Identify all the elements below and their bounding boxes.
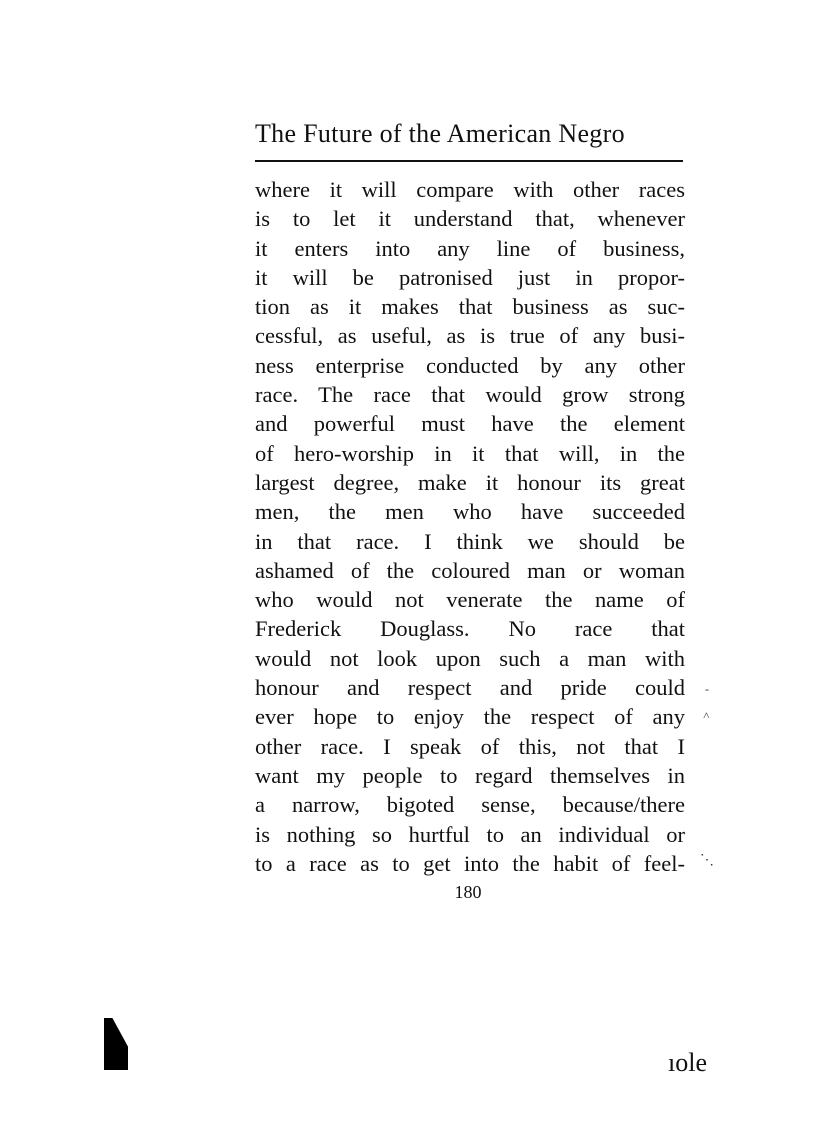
text-line: of hero-worship in it that will, in the bbox=[255, 440, 685, 466]
text-line: and powerful must have the element bbox=[255, 411, 685, 437]
text-line: ever hope to enjoy the respect of any bbox=[255, 704, 685, 730]
text-line: who would not venerate the name of bbox=[255, 587, 685, 613]
text-line: is nothing so hurtful to an individual or bbox=[255, 821, 685, 847]
margin-mark: ˄ bbox=[703, 708, 710, 722]
header-rule bbox=[255, 160, 683, 162]
margin-mark: ⋱ bbox=[700, 853, 714, 868]
text-line: cessful, as useful, as is true of any busi- bbox=[255, 323, 685, 349]
text-line: a narrow, bigoted sense, because/there bbox=[255, 792, 685, 818]
text-line: would not look upon such a man with bbox=[255, 645, 685, 671]
bleed-through-text: ıole bbox=[668, 1048, 707, 1077]
margin-mark: - bbox=[705, 682, 709, 696]
text-line: to a race as to get into the habit of feel- bbox=[255, 850, 685, 876]
text-line: where it will compare with other races bbox=[255, 177, 685, 202]
body-text-block bbox=[255, 175, 685, 878]
text-line: other race. I speak of this, not that I bbox=[255, 733, 685, 759]
running-header-title: The Future of the American Negro bbox=[255, 119, 625, 148]
text-line: is to let it understand that, whenever bbox=[255, 206, 685, 232]
text-line: want my people to regard themselves in bbox=[255, 762, 685, 788]
text-line: ashamed of the coloured man or woman bbox=[255, 557, 685, 583]
text-line: it will be patronised just in propor- bbox=[255, 264, 685, 290]
text-line: Frederick Douglass. No race that bbox=[255, 616, 685, 642]
page-number: 180 bbox=[454, 882, 482, 902]
text-line: men, the men who have succeeded bbox=[255, 499, 685, 525]
text-line: it enters into any line of business, bbox=[255, 235, 685, 261]
scan-edge-tab bbox=[104, 1018, 128, 1070]
text-line: ness enterprise conducted by any other bbox=[255, 352, 685, 378]
text-line: honour and respect and pride could bbox=[255, 675, 685, 701]
text-line: tion as it makes that business as suc- bbox=[255, 294, 685, 320]
text-line: race. The race that would grow strong bbox=[255, 382, 685, 408]
text-line: largest degree, make it honour its great bbox=[255, 469, 685, 495]
text-line: in that race. I think we should be bbox=[255, 528, 685, 554]
